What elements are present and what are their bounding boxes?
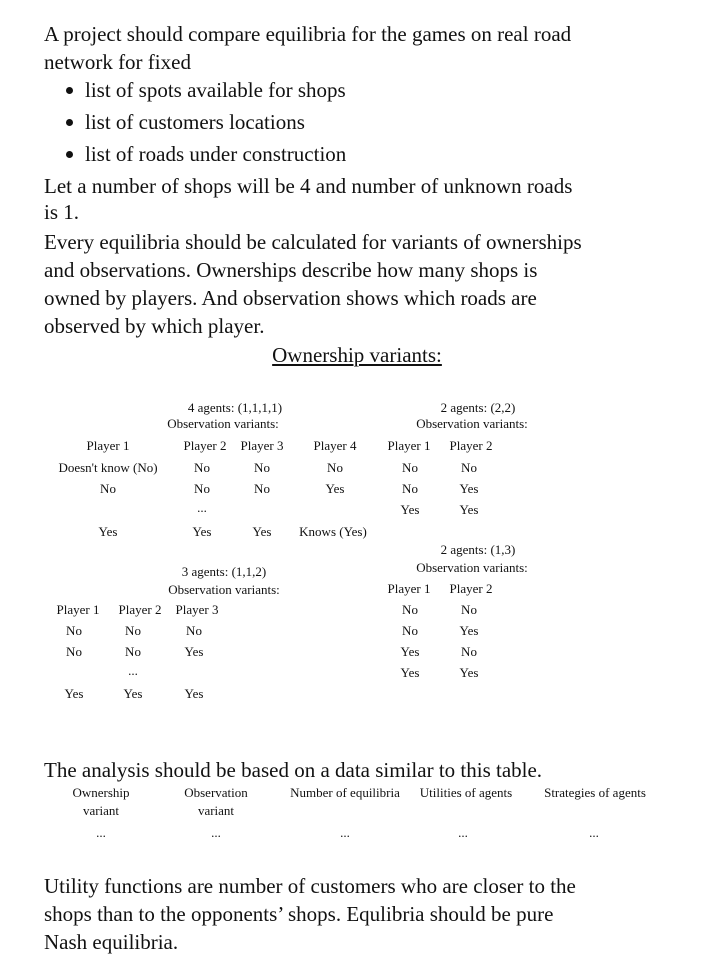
table-cell: ...	[211, 825, 221, 840]
table-subtitle: Observation variants:	[416, 416, 528, 431]
table-cell: Yes	[192, 524, 212, 539]
table-cell: Knows (Yes)	[299, 524, 367, 539]
table-cell: Yes	[459, 481, 479, 496]
table-cell: No	[327, 460, 343, 475]
table-cell: No	[125, 623, 141, 638]
paragraph-line: observed by which player.	[44, 314, 265, 338]
table-cell: No	[125, 644, 141, 659]
paragraph-line: owned by players. And observation shows which roads are	[44, 286, 537, 310]
conclusion-line: shops than to the opponents’ shops. Equlibria should be pure	[44, 902, 554, 926]
table-cell: No	[461, 644, 477, 659]
table-cell: No	[402, 602, 418, 617]
column-header: Utilities of agents	[419, 785, 513, 800]
table-cell: Yes	[459, 665, 479, 680]
table-cell: Yes	[252, 524, 272, 539]
table-cell: Yes	[400, 644, 420, 659]
column-header: Player 2	[118, 602, 162, 617]
column-header: Player 1	[86, 438, 130, 453]
column-header: Player 2	[183, 438, 227, 453]
table-cell: No	[402, 623, 418, 638]
table-subtitle: Observation variants:	[168, 582, 280, 597]
column-header: Player 3	[240, 438, 284, 453]
analysis-heading: The analysis should be based on a data similar to this table.	[44, 758, 543, 782]
bullet-icon	[66, 87, 73, 94]
table-title: 3 agents: (1,1,2)	[181, 564, 267, 579]
conclusion-line: Utility functions are number of customers who are closer to the	[44, 874, 576, 898]
table-cell: ...	[96, 825, 106, 840]
table-cell: Yes	[184, 644, 204, 659]
bullet-item: list of customers locations	[85, 110, 305, 134]
table-cell: No	[402, 481, 418, 496]
table-cell: No	[254, 460, 270, 475]
table-cell: Yes	[459, 623, 479, 638]
table-cell: ...	[197, 500, 207, 515]
table-cell: No	[461, 460, 477, 475]
table-subtitle: Observation variants:	[416, 560, 528, 575]
table-cell: Yes	[184, 686, 204, 701]
table-cell: Yes	[400, 502, 420, 517]
intro-line: A project should compare equilibria for the games on real road	[44, 22, 572, 46]
table-cell: No	[66, 623, 82, 638]
column-header: Player 4	[313, 438, 357, 453]
table-cell: Yes	[400, 665, 420, 680]
column-header: Ownership	[72, 785, 130, 800]
table-cell: No	[402, 460, 418, 475]
table-cell: ...	[589, 825, 599, 840]
table-cell: No	[66, 644, 82, 659]
column-header: Player 2	[449, 581, 493, 596]
table-title: 2 agents: (2,2)	[440, 400, 516, 415]
intro-line: network for fixed	[44, 50, 191, 74]
table-cell: Yes	[64, 686, 84, 701]
table-cell: Yes	[123, 686, 143, 701]
table-cell: Yes	[325, 481, 345, 496]
conclusion-line: Nash equilibria.	[44, 930, 179, 954]
column-header: Observation	[184, 785, 248, 800]
table-cell: Doesn't know (No)	[58, 460, 158, 475]
bullet-item: list of roads under construction	[85, 142, 347, 166]
column-header: Player 1	[387, 581, 431, 596]
table-cell: No	[186, 623, 202, 638]
column-header: Player 2	[449, 438, 493, 453]
bullet-item: list of spots available for shops	[85, 78, 346, 102]
bullet-icon	[66, 151, 73, 158]
table-cell: No	[100, 481, 116, 496]
paragraph-line: is 1.	[44, 200, 80, 224]
table-cell: No	[254, 481, 270, 496]
table-cell: ...	[340, 825, 350, 840]
table-title: 2 agents: (1,3)	[440, 542, 516, 557]
column-header: Number of equilibria	[290, 785, 400, 800]
column-header: variant	[82, 803, 120, 818]
column-header: Strategies of agents	[544, 785, 646, 800]
column-header: Player 1	[387, 438, 431, 453]
table-subtitle: Observation variants:	[167, 416, 279, 431]
table-cell: Yes	[459, 502, 479, 517]
table-cell: ...	[128, 663, 138, 678]
column-header: variant	[197, 803, 235, 818]
table-cell: No	[461, 602, 477, 617]
table-cell: No	[194, 481, 210, 496]
column-header: Player 1	[56, 602, 100, 617]
table-cell: ...	[458, 825, 468, 840]
column-header: Player 3	[175, 602, 219, 617]
ownership-heading: Ownership variants:	[272, 343, 442, 367]
table-cell: Yes	[98, 524, 118, 539]
table-title: 4 agents: (1,1,1,1)	[187, 400, 283, 415]
paragraph-line: Let a number of shops will be 4 and number of unknown roads	[44, 174, 573, 198]
paragraph-line: and observations. Ownerships describe how many shops is	[44, 258, 538, 282]
table-cell: No	[194, 460, 210, 475]
paragraph-line: Every equilibria should be calculated for variants of ownerships	[44, 230, 582, 254]
bullet-icon	[66, 119, 73, 126]
